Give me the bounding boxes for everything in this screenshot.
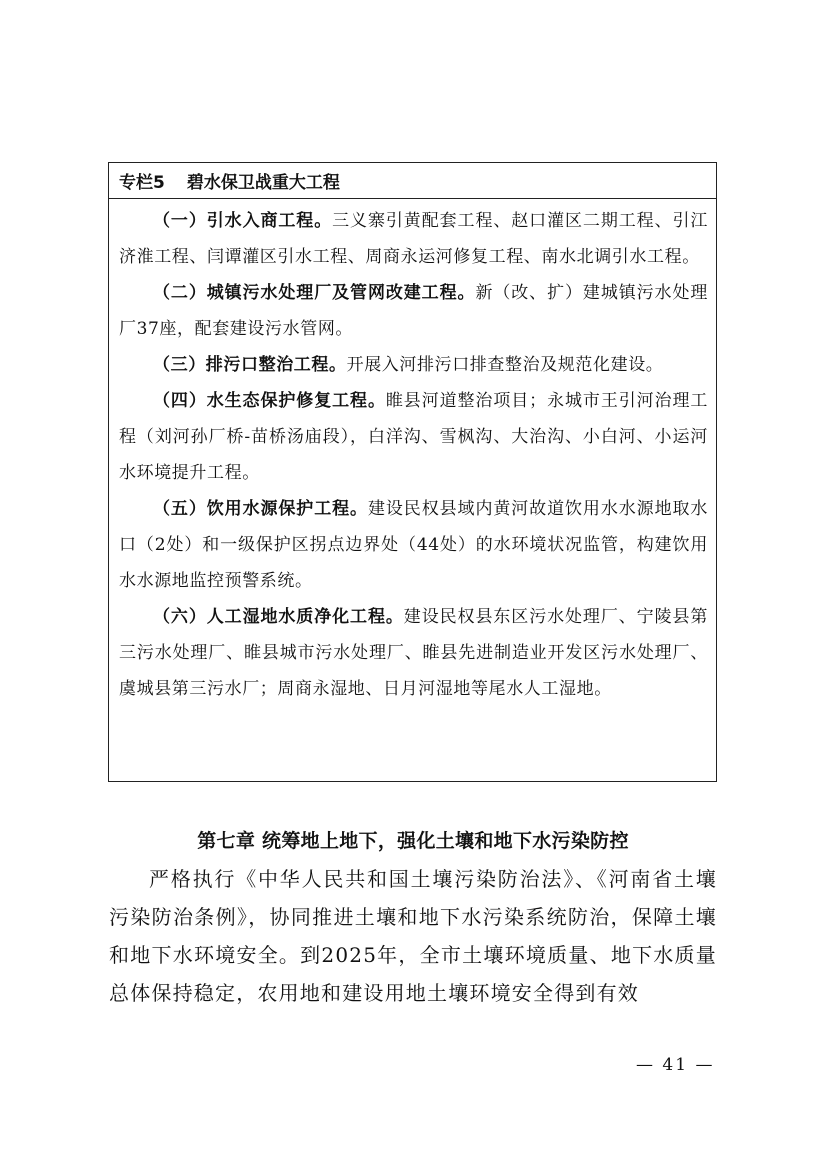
project-heading: （六）人工湿地水质净化工程。 [153, 607, 404, 627]
project-heading: （三）排污口整治工程。 [153, 355, 347, 375]
project-text: 开展入河排污口排查整治及规范化建设。 [346, 355, 664, 375]
project-item [119, 203, 708, 275]
project-text: 睢县河道整治项目；永城市王引河治理工程（刘河孙厂桥-苗桥汤庙段），白洋沟、雪枫沟、大治沟、小白河、小运河水环境提升工程。 [119, 391, 708, 483]
project-item [119, 275, 708, 347]
project-heading: （四）水生态保护修复工程。 [153, 391, 386, 411]
project-item [119, 599, 708, 707]
project-item [119, 383, 708, 491]
project-item [119, 347, 708, 383]
project-text: 三义寨引黄配套工程、赵口灌区二期工程、引江济淮工程、闫谭灌区引水工程、周商永运河修复工程、南水北调引水工程。 [119, 211, 708, 267]
project-text: 建设民权县东区污水处理厂、宁陵县第三污水处理厂、睢县城市污水处理厂、睢县先进制造业开发区污水处理厂、虞城县第三污水厂；周商永湿地、日月河湿地等尾水人工湿地。 [119, 607, 709, 699]
project-heading: （二）城镇污水处理厂及管网改建工程。 [153, 283, 476, 303]
project-heading: （五）饮用水源保护工程。 [153, 499, 368, 519]
feature-box [108, 162, 717, 782]
chapter-title: 第七章 统筹地上地下，强化土壤和地下水污染防控 [197, 830, 629, 852]
feature-box-body [109, 199, 716, 707]
feature-box-label: 专栏5 [119, 173, 165, 193]
page-number: — 41 — [636, 1055, 715, 1075]
project-text: 建设民权县域内黄河故道饮用水水源地取水口（2处）和一级保护区拐点边界处（44处）的水环境状况监管，构建饮用水水源地监控预警系统。 [119, 499, 709, 591]
project-item [119, 491, 708, 599]
feature-box-header [109, 163, 716, 199]
project-text: 新（改、扩）建城镇污水处理厂37座，配套建设污水管网。 [119, 283, 708, 339]
project-heading: （一）引水入商工程。 [153, 211, 333, 231]
feature-box-title: 碧水保卫战重大工程 [186, 173, 340, 193]
body-paragraph: 严格执行《中华人民共和国土壤污染防治法》、《河南省土壤污染防治条例》，协同推进土壤和地下水污染系统防治，保障土壤和地下水环境安全。到2025年，全市土壤环境质量、地下水质量总体保持稳定，农用地和建设用地土壤环境安全得到有效 [109, 867, 717, 1005]
